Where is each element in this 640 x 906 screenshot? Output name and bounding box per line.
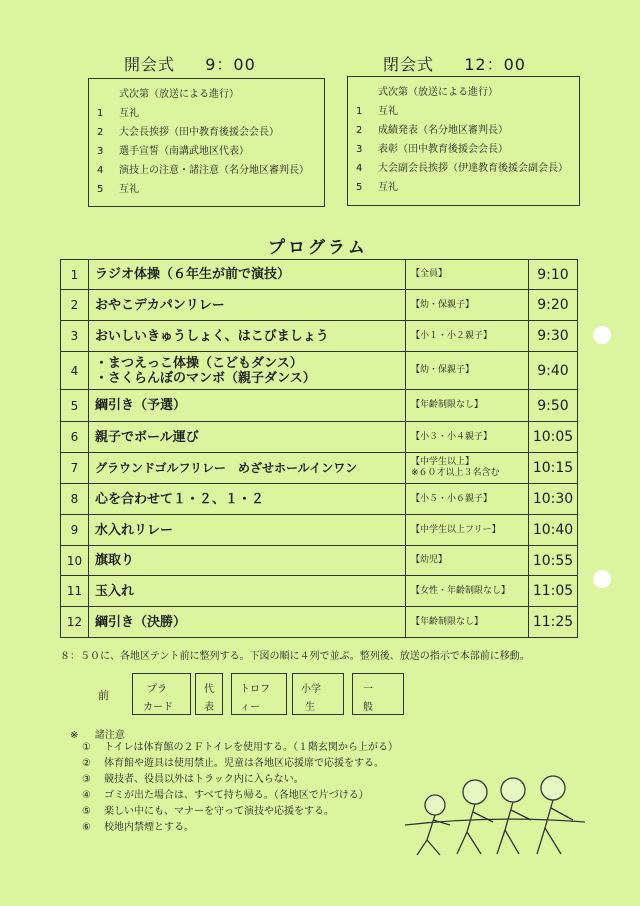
row-number: 1 — [61, 260, 89, 290]
table-row — [61, 290, 578, 321]
row-number: 9 — [61, 515, 89, 546]
table-row — [61, 484, 578, 515]
event-target: 【女性・年齢制限なし】 — [406, 576, 529, 607]
note-item: ① トイレは体育館の２Ｆトイレを使用する。（１階玄関から上がる） — [82, 742, 398, 753]
row-number: 4 — [61, 352, 89, 390]
opening-item: 3 選手宣誓（南講武地区代表） — [97, 146, 249, 157]
table-row — [61, 576, 578, 607]
punch-hole — [593, 326, 611, 344]
opening-item: 4 演技上の注意・諸注意（名分地区審判長） — [97, 165, 309, 176]
program-table — [60, 259, 578, 638]
note-item: ⑤ 楽しい中にも、マナーを守って演技や応援をする。 — [82, 806, 334, 817]
event-time: 9:50 — [529, 390, 578, 422]
event-time: 10:40 — [529, 515, 578, 546]
event-time: 10:15 — [529, 453, 578, 484]
closing-program-heading: 式次第（放送による進行） — [378, 87, 498, 98]
program-title: プログラム — [268, 238, 368, 258]
event-target-line1: 【中学生以上】 — [411, 457, 475, 467]
row-number: 12 — [61, 607, 89, 638]
event-time: 9:10 — [529, 260, 578, 290]
notes-list — [82, 740, 398, 836]
front-label: 前 — [98, 689, 109, 702]
event-target: 【幼児】 — [406, 546, 529, 576]
row-number: 6 — [61, 422, 89, 453]
event-target: 【小３・小４親子】 — [406, 422, 529, 453]
event-target-line2: ※６０才以上３名含む — [411, 468, 500, 478]
event-time: 10:55 — [529, 546, 578, 576]
event-target: 【中学生以上フリー】 — [406, 515, 529, 546]
closing-item: 5 互礼 — [356, 182, 398, 193]
closing-item: 2 成績発表（名分地区審判長） — [356, 125, 508, 136]
table-row — [61, 260, 578, 290]
event-target: 【幼・保親子】 — [406, 352, 529, 390]
opening-item: 1 互礼 — [97, 108, 139, 119]
event-target — [406, 453, 529, 484]
order-box-elementary: 小学 生 — [292, 673, 344, 715]
event-time: 11:05 — [529, 576, 578, 607]
closing-item: 3 表彰（田中教育後援会会長） — [356, 144, 508, 155]
event-name — [89, 352, 406, 390]
table-row — [61, 607, 578, 638]
person-body — [497, 802, 531, 854]
event-target: 【小５・小６親子】 — [406, 484, 529, 515]
person-body — [457, 804, 493, 854]
table-row — [61, 390, 578, 422]
order-box-placard: プラ カード — [132, 673, 191, 715]
event-target: 【小１・小２親子】 — [406, 321, 529, 352]
row-number: 11 — [61, 576, 89, 607]
note-item: ⑥ 校地内禁煙とする。 — [82, 822, 194, 833]
closing-ceremony-time: 12：00 — [464, 55, 526, 74]
note-item: ② 体育館や遊具は使用禁止。児童は各地区応援席で応援をする。 — [82, 758, 384, 769]
person-body — [537, 800, 573, 854]
event-time: 10:05 — [529, 422, 578, 453]
event-target: 【幼・保親子】 — [406, 290, 529, 321]
event-time: 9:30 — [529, 321, 578, 352]
punch-hole — [593, 570, 611, 588]
opening-ceremony-time: 9：00 — [205, 55, 256, 74]
note-item: ③ 競技者、役員以外はトラック内に入らない。 — [82, 774, 304, 785]
event-target: 【年齢制限なし】 — [406, 390, 529, 422]
row-number: 10 — [61, 546, 89, 576]
event-time: 9:40 — [529, 352, 578, 390]
table-row — [61, 453, 578, 484]
table-row — [61, 546, 578, 576]
event-target: 【年齢制限なし】 — [406, 607, 529, 638]
opening-ceremony-box — [88, 78, 325, 207]
opening-ceremony-title: 開会式 — [124, 55, 176, 74]
row-number: 7 — [61, 453, 89, 484]
event-name: 水入れリレー — [89, 515, 406, 546]
opening-ceremony-heading — [124, 52, 256, 75]
assembly-note: ８：５０に、各地区テント前に整列する。下図の順に４列で並ぶ。整列後、放送の指示で本部前に移動。 — [60, 651, 530, 662]
event-name: 旗取り — [89, 546, 406, 576]
closing-ceremony-heading — [383, 52, 526, 75]
event-name-line1: ・まつえっこ体操（こどもダンス） — [95, 355, 303, 371]
event-name: おいしいきゅうしょく、はこびましょう — [89, 321, 406, 352]
table-row — [61, 515, 578, 546]
event-time: 11:25 — [529, 607, 578, 638]
event-name: ラジオ体操（６年生が前で演技） — [89, 260, 406, 290]
row-number: 2 — [61, 290, 89, 321]
person-icon — [463, 780, 487, 804]
event-name: 玉入れ — [89, 576, 406, 607]
event-name: 綱引き（決勝） — [89, 607, 406, 638]
table-row — [61, 321, 578, 352]
closing-ceremony-box — [347, 76, 580, 206]
closing-item: 4 大会副会長挨拶（伊達教育後援会副会長） — [356, 163, 568, 174]
order-box-trophy: トロフ ィー — [231, 673, 287, 715]
closing-item: 1 互礼 — [356, 106, 398, 117]
note-item: ④ ゴミが出た場合は、すべて持ち帰る。（各地区で片づける） — [82, 790, 369, 801]
closing-ceremony-title: 閉会式 — [383, 55, 435, 74]
person-icon — [501, 778, 525, 802]
order-box-representative: 代 表 — [195, 673, 223, 715]
event-name: グラウンドゴルフリレー めざせホールインワン — [89, 453, 406, 484]
event-name: おやこデカパンリレー — [89, 290, 406, 321]
event-target: 【全員】 — [406, 260, 529, 290]
event-name: 心を合わせて１・２、１・２ — [89, 484, 406, 515]
row-number: 5 — [61, 390, 89, 422]
event-name: 親子でボール運び — [89, 422, 406, 453]
notes-heading — [70, 726, 125, 741]
row-number: 3 — [61, 321, 89, 352]
event-name: 綱引き（予選） — [89, 390, 406, 422]
order-box-general: 一 般 — [352, 673, 404, 715]
event-time: 10:30 — [529, 484, 578, 515]
table-row — [61, 352, 578, 390]
notes-mark: ※ — [70, 730, 79, 741]
person-icon — [541, 776, 565, 800]
event-time: 9:20 — [529, 290, 578, 321]
opening-item: 2 大会長挨拶（田中教育後援会会長） — [97, 127, 279, 138]
tug-of-war-illustration — [405, 770, 585, 860]
row-number: 8 — [61, 484, 89, 515]
event-name-line2: ・さくらんぼのマンボ（親子ダンス） — [95, 370, 316, 386]
table-row — [61, 422, 578, 453]
notes-title: 諸注意 — [94, 730, 125, 741]
opening-program-heading: 式次第（放送による進行） — [119, 89, 239, 100]
person-icon — [425, 795, 445, 815]
opening-item: 5 互礼 — [97, 184, 139, 195]
